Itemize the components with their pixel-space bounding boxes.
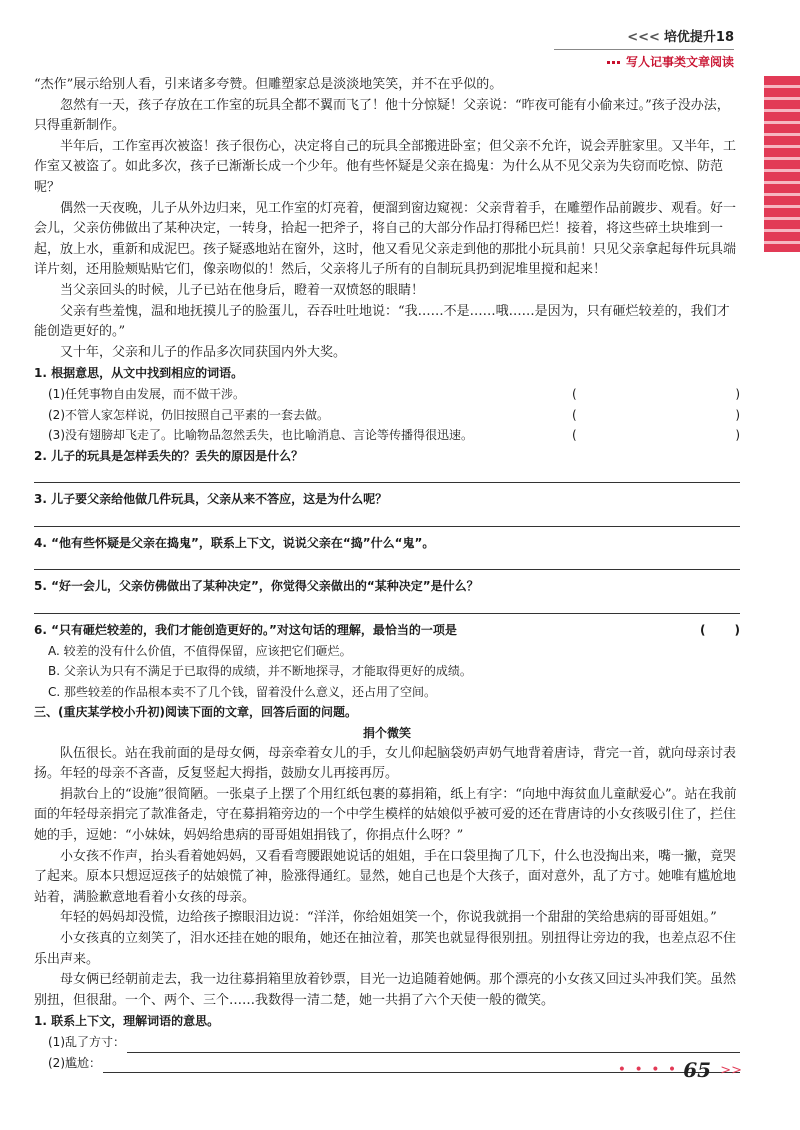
passage-paragraph: 当父亲回头的时候，儿子已站在他身后，瞪着一双愤怒的眼睛！ (60, 282, 425, 298)
question-1: 1. 根据意思，从文中找到相应的词语。 (34, 366, 244, 381)
header-arrows: <<< (627, 30, 660, 45)
passage-paragraph: “杰作”展示给别人看，引来诸多夸赞。但雕塑家总是淡淡地笑笑，并不在乎似的。 (34, 77, 503, 92)
question-6: 6. “只有砸烂较差的，我们才能创造更好的。”对这句话的理解，最恰当的一项是 ( ) (34, 623, 740, 638)
vocab-item: (1)乱了方寸： (34, 1032, 740, 1053)
article-paragraph: 年轻的妈妈却没慌，边给孩子擦眼泪边说：“洋洋，你给姐姐笑一个，你说我就捐一个甜甜的笑给患病的哥哥姐姐。” (60, 910, 717, 926)
passage-paragraph: 忽然有一天，孩子存放在工作室的玩具全都不翼而飞了！他十分惊疑！父亲说：“昨夜可能有小偷来过。”孩子没办法，只得重新制作。 (34, 97, 730, 134)
question-2: 2. 儿子的玩具是怎样丢失的？丢失的原因是什么？ (34, 448, 304, 463)
question-5: 5. “好一会儿，父亲仿佛做出了某种决定”，你觉得父亲做出的“某种决定”是什么？ (34, 579, 479, 594)
series-name: 培优提升18 (663, 30, 734, 45)
article-paragraph: 小女孩不作声，抬头看着她妈妈，又看看弯腰跟她说话的姐姐，手在口袋里掏了几下，什么也没掏出来，嘴一撇，竟哭了起来。原本只想逗逗孩子的姑娘慌了神，脸涨得通红。显然，她自己也是个大孩子，面对意外，乱了方寸。她唯有尴尬地站着，满脸歉意地看着小女孩的母亲。 (34, 848, 737, 905)
article-paragraph: 母女俩已经朝前走去，我一边往募捐箱里放着钞票，目光一边追随着她俩。那个漂亮的小女孩又回过头冲我们笑。虽然别扭，但很甜。一个、两个、三个……我数得一清二楚，她一共捐了六个天使一般的微笑。 (34, 972, 737, 1008)
vocab-item: (2)尴尬： (34, 1053, 740, 1074)
article-paragraph: 捐款台上的“设施”很简陋。一张桌子上摆了个用红纸包裹的募捐箱，纸上有字：“向地中海贫血儿童献爱心”。站在我前面的年轻母亲捐完了款准备走，守在募捐箱旁边的一个中学生模样的姑娘似乎被可爱的还在背唐诗的小女孩吸引住了，拦住她的手，逗她：“小妹妹，妈妈给患病的哥哥姐姐捐钱了，你捐点什么呀？” (34, 786, 737, 843)
page-number: 65 (683, 1058, 712, 1082)
subtitle-text: 写人记事类文章阅读 (625, 55, 734, 69)
page-content (34, 75, 740, 1073)
question-1-item: (1)任凭事物自由发展，而不做干涉。 ( ) (48, 386, 740, 401)
question-4: 4. “他有些怀疑是父亲在捣鬼”，联系上下文，说说父亲在“捣”什么“鬼”。 (34, 535, 435, 550)
question-1-item: (3)没有翅膀却飞走了。比喻物品忽然丢失，也比喻消息、言论等传播得很迅速。 ( ) (48, 428, 740, 443)
option-c: C. 那些较差的作品根本卖不了几个钱，留着没什么意义，还占用了空间。 (48, 684, 437, 699)
answer-line[interactable] (34, 466, 740, 483)
answer-line[interactable] (34, 597, 740, 614)
article-paragraph: 队伍很长。站在我前面的是母女俩，母亲牵着女儿的手，女儿仰起脑袋奶声奶气地背着唐诗，背完一首，就向母亲讨表扬。年轻的母亲不吝啬，反复竖起大拇指，鼓励女儿再接再厉。 (34, 745, 737, 782)
passage-paragraph: 半年后，工作室再次被盗！孩子很伤心，决定将自己的玩具全部搬进卧室；但父亲不允许，说会弄脏家里。又半年，工作室又被盗了。如此多次，孩子已渐渐长成一个少年。他有些怀疑是父亲在捣鬼：为什么从不见父亲为失窃而吃惊、防范呢？ (34, 138, 737, 195)
answer-line[interactable] (34, 510, 740, 527)
section-subtitle (554, 53, 734, 70)
series-title (554, 26, 734, 45)
question-3: 3. 儿子要父亲给他做几件玩具，父亲从来不答应，这是为什么呢？ (34, 492, 388, 507)
answer-line[interactable] (127, 1037, 740, 1053)
article-title: 捐个微笑 (362, 726, 411, 741)
option-b: B. 父亲认为只有不满足于已取得的成绩，并不断地探寻，才能取得更好的成绩。 (48, 664, 472, 679)
article-paragraph: 小女孩真的立刻笑了，泪水还挂在她的眼角，她还在抽泣着，那笑也就显得很别扭。别扭得让旁边的我，也差点忍不住乐出声来。 (34, 930, 737, 967)
answer-line[interactable] (34, 553, 740, 570)
footer-dots: • • • • (617, 1062, 679, 1078)
page-header (554, 26, 734, 70)
section-3-question-1: 1. 联系上下文，理解词语的意思。 (34, 1014, 220, 1029)
question-1-item: (2)不管人家怎样说，仍旧按照自己平素的一套去做。 ( ) (48, 407, 740, 422)
passage-paragraph: 父亲有些羞愧，温和地抚摸儿子的脸蛋儿，吞吞吐吐地说：“我……不是……哦……是因为，只有砸烂较差的，我们才能创造更好的。” (34, 303, 730, 340)
page-footer (618, 1058, 742, 1082)
passage-paragraph: 偶然一天夜晚，儿子从外边归来，见工作室的灯亮着，便溜到窗边窥视：父亲背着手，在雕塑作品前踱步、观看。好一会儿，父亲仿佛做出了某种决定，一转身，拾起一把斧子，将自己的大部分作品打得稀巴烂！接着，将这些碎土块堆到一起，放上水，重新和成泥巴。孩子疑惑地站在窗外，这时，他又看见父亲走到他的那批小玩具前！只见父亲拿起每件玩具端详片刻，还用脸颊贴贴它们，像亲吻似的！然后，父亲将儿子所有的自制玩具扔到泥堆里搅和起来！ (34, 200, 737, 278)
option-a: A. 较差的没有什么价值，不值得保留，应该把它们砸烂。 (48, 643, 352, 658)
edge-tab-decoration (764, 76, 800, 252)
footer-arrows: >> (720, 1062, 742, 1078)
section-3-heading: 三、(重庆某学校小升初)阅读下面的文章，回答后面的问题。 (34, 705, 357, 720)
header-rule (554, 49, 734, 50)
passage-paragraph: 又十年，父亲和儿子的作品多次同获国内外大奖。 (60, 344, 347, 360)
